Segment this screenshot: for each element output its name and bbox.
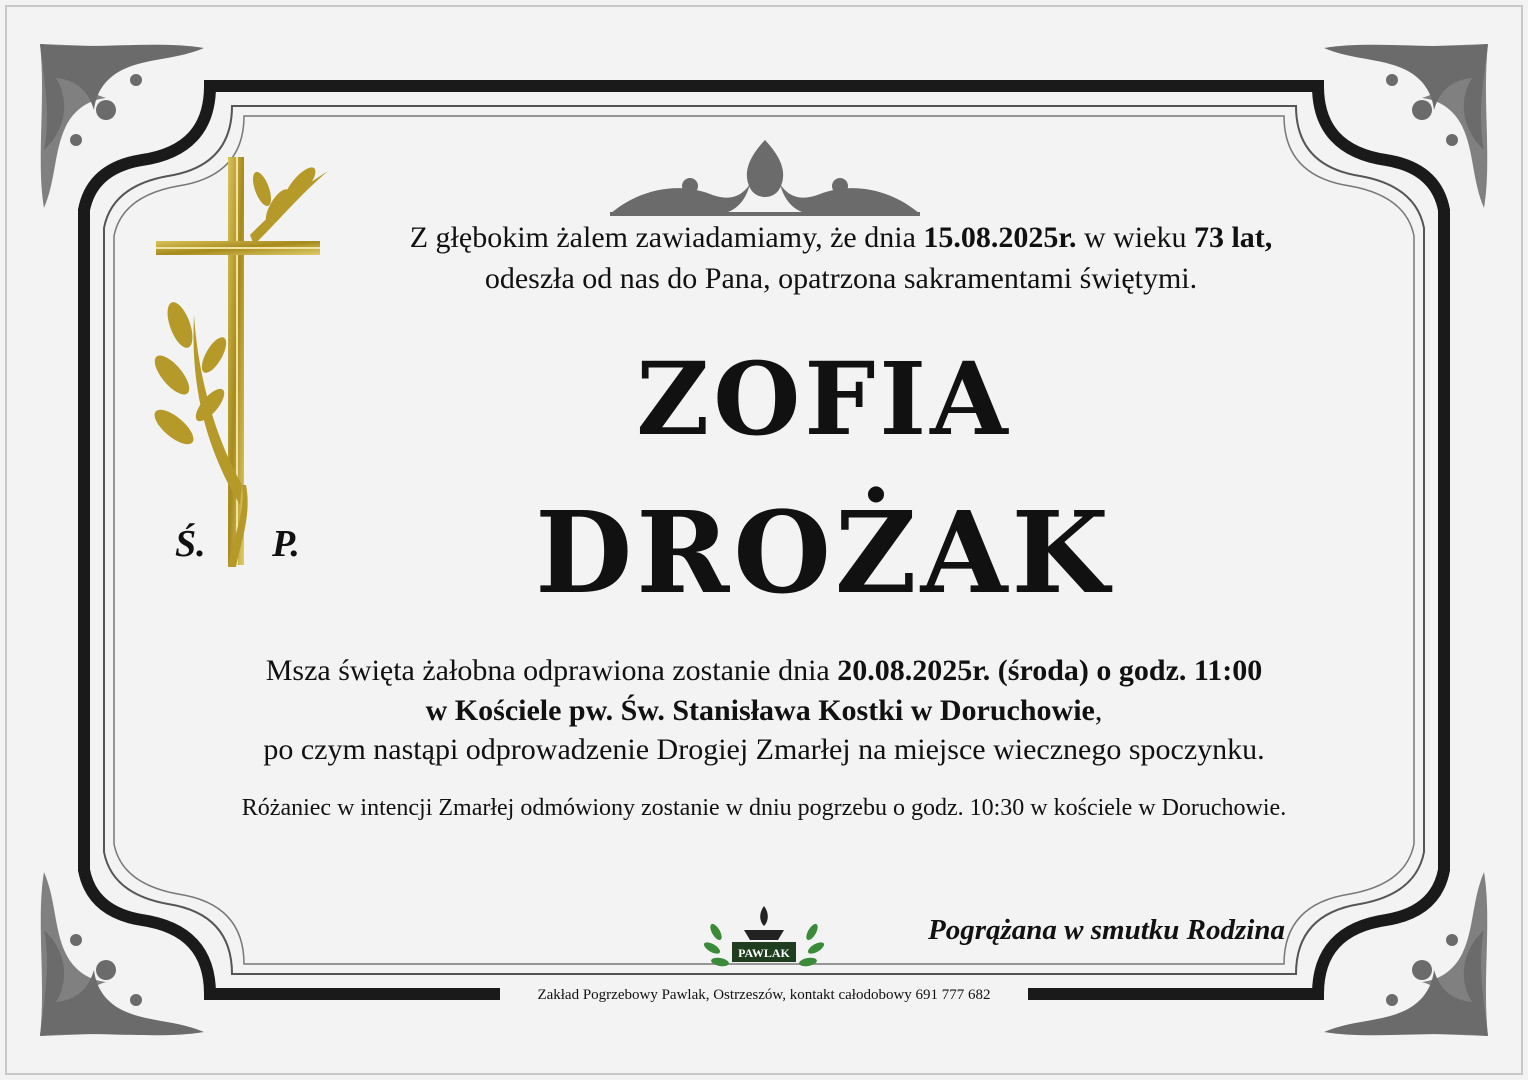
- footer-text: Zakład Pogrzebowy Pawlak, Ostrzeszów, kontakt całodobowy 691 777 682: [500, 985, 1028, 1005]
- intro-text-2: w wieku: [1076, 221, 1194, 254]
- comma: ,: [1094, 694, 1103, 727]
- prefix-left: Ś.: [175, 523, 206, 565]
- ornament-top-icon: [610, 138, 920, 218]
- ornament-corner-icon: [1320, 868, 1492, 1040]
- mass-line-2: [0, 694, 1528, 728]
- prefix-right: P.: [272, 523, 300, 565]
- intro-text: Z głębokim żalem zawiadamiamy, że dnia: [409, 221, 924, 254]
- church-name: w Kościele pw. Św. Stanisława Kostki w Doruchowie: [425, 694, 1095, 727]
- last-name: DROŻAK: [535, 488, 1113, 619]
- mass-line-1: [0, 654, 1528, 688]
- mass-text: Msza święta żałobna odprawiona zostanie dnia: [265, 654, 838, 687]
- mass-line-3: po czym nastąpi odprowadzenie Drogiej Zmarłej na miejsce wiecznego spoczynku.: [263, 733, 1265, 766]
- mass-datetime: 20.08.2025r. (środa) o godz. 11:00: [837, 654, 1263, 687]
- first-name: ZOFIA: [636, 340, 1012, 458]
- death-date: 15.08.2025r.: [923, 221, 1077, 254]
- signature: Pogrążana w smutku Rodzina: [928, 914, 1285, 946]
- ornament-corner-icon: [36, 868, 208, 1040]
- intro-line-1: [0, 221, 1528, 255]
- intro-line-2: odeszła od nas do Pana, opatrzona sakramentami świętymi.: [484, 262, 1198, 295]
- ornament-corner-icon: [1320, 40, 1492, 212]
- age: 73 lat,: [1193, 221, 1273, 254]
- rosary-line: Różaniec w intencji Zmarłej odmówiony zostanie w dniu pogrzebu o godz. 10:30 w kościele w Doruchowie.: [241, 795, 1287, 821]
- logo-text: PAWLAK: [738, 946, 790, 960]
